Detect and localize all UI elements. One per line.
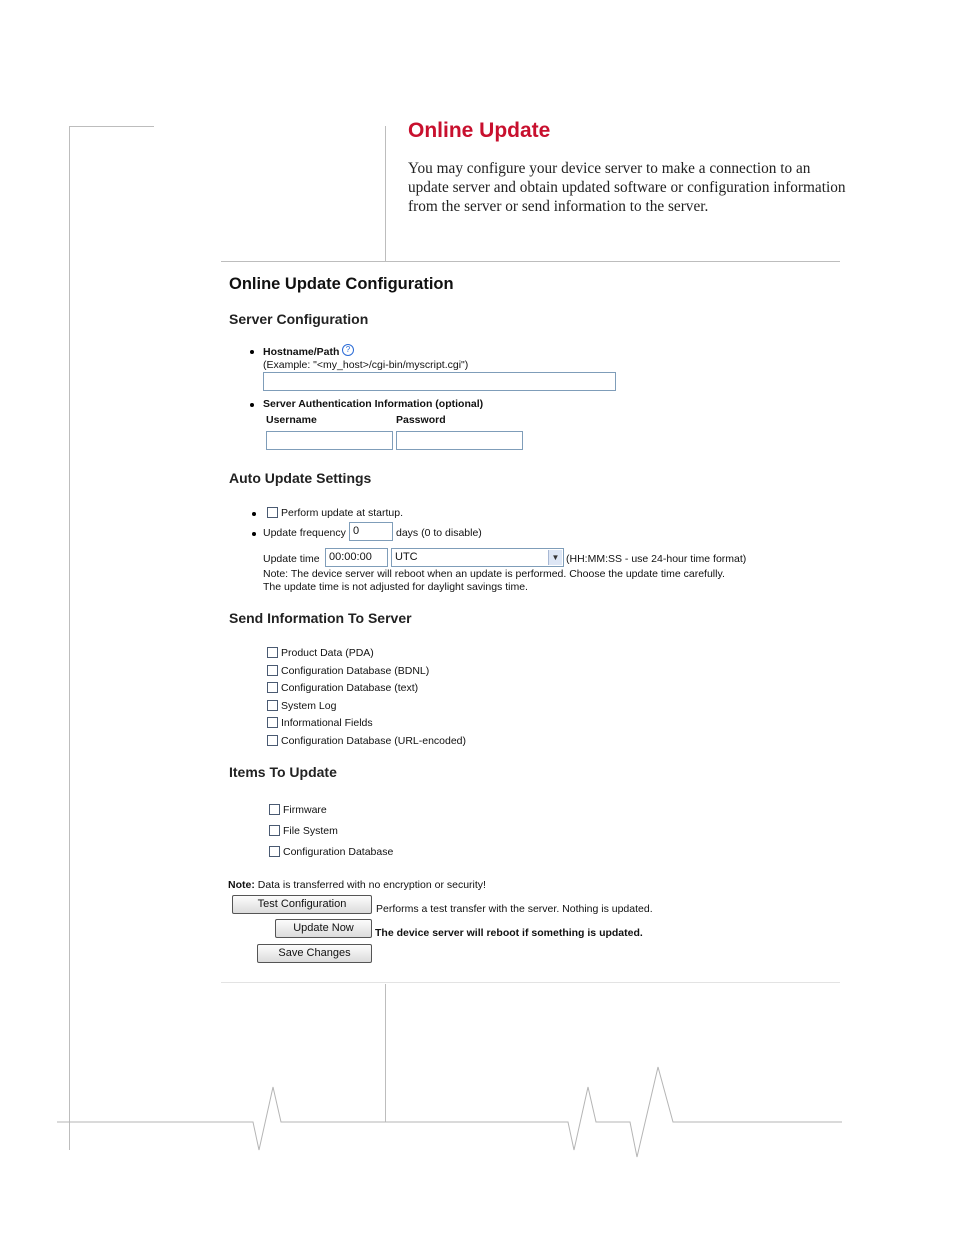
update-checkbox-config-db[interactable]	[269, 846, 280, 857]
update-note-line2: The update time is not adjusted for daylight savings time.	[263, 581, 528, 593]
save-changes-button[interactable]: Save Changes	[257, 944, 372, 963]
send-label-url-encoded: Configuration Database (URL-encoded)	[281, 735, 467, 747]
bullet	[250, 350, 254, 354]
send-checkbox-syslog[interactable]	[267, 700, 278, 711]
hostname-input[interactable]	[263, 372, 616, 391]
send-label-pda: Product Data (PDA)	[281, 647, 374, 659]
send-label-text: Configuration Database (text)	[281, 682, 419, 694]
timezone-select[interactable]	[391, 548, 564, 567]
send-checkbox-bdnl[interactable]	[267, 665, 278, 676]
send-checkbox-info-fields[interactable]	[267, 717, 278, 728]
update-checkbox-firmware[interactable]	[269, 804, 280, 815]
chevron-down-icon[interactable]: ▼	[548, 550, 562, 565]
bullet	[252, 532, 256, 536]
page-title: Online Update	[408, 119, 551, 142]
update-checkbox-filesystem[interactable]	[269, 825, 280, 836]
hostname-example: (Example: "<my_host>/cgi-bin/myscript.cgi")	[263, 359, 469, 371]
username-input[interactable]	[266, 431, 393, 450]
frequency-suffix: days (0 to disable)	[396, 527, 482, 539]
server-config-heading: Server Configuration	[229, 311, 369, 327]
help-question-icon[interactable]: ?	[342, 344, 354, 356]
update-now-button[interactable]: Update Now	[275, 919, 372, 938]
update-label-filesystem: File System	[283, 825, 338, 837]
update-label-firmware: Firmware	[283, 804, 327, 816]
update-now-desc: The device server will reboot if something is updated.	[375, 927, 643, 939]
send-checkbox-url-encoded[interactable]	[267, 735, 278, 746]
password-label: Password	[396, 414, 446, 426]
auth-label: Server Authentication Information (optional)	[263, 398, 484, 410]
test-configuration-desc: Performs a test transfer with the server. Nothing is updated.	[376, 903, 653, 915]
update-time-hint: (HH:MM:SS - use 24-hour time format)	[566, 553, 747, 565]
send-checkbox-pda[interactable]	[267, 647, 278, 658]
password-input[interactable]	[396, 431, 523, 450]
security-note-text: Data is transferred with no encryption or security!	[257, 879, 486, 891]
auto-update-heading: Auto Update Settings	[229, 470, 372, 486]
username-label: Username	[266, 414, 317, 426]
bullet	[252, 512, 256, 516]
items-to-update-heading: Items To Update	[229, 764, 337, 780]
test-configuration-button[interactable]: Test Configuration	[232, 895, 372, 914]
hostname-label: Hostname/Path	[263, 346, 340, 358]
update-note-line1: Note: The device server will reboot when an update is performed. Choose the update time carefully.	[263, 568, 725, 580]
send-label-info-fields: Informational Fields	[281, 717, 373, 729]
timezone-value: UTC	[395, 551, 418, 563]
send-label-bdnl: Configuration Database (BDNL)	[281, 665, 430, 677]
frequency-label: Update frequency	[263, 527, 346, 539]
send-info-heading: Send Information To Server	[229, 610, 412, 626]
send-checkbox-text[interactable]	[267, 682, 278, 693]
frequency-input[interactable]: 0	[349, 522, 393, 541]
startup-label: Perform update at startup.	[281, 507, 403, 519]
intro-paragraph: You may configure your device server to make a connection to an update server and obtain updated software or configuration information from the server or send information to the server.	[408, 160, 846, 215]
update-time-input[interactable]: 00:00:00	[325, 548, 388, 567]
startup-checkbox[interactable]	[267, 507, 278, 518]
config-heading: Online Update Configuration	[229, 275, 454, 293]
update-time-label: Update time	[263, 553, 320, 565]
security-note-prefix: Note:	[228, 879, 255, 891]
security-note	[228, 879, 486, 891]
send-label-syslog: System Log	[281, 700, 337, 712]
bullet	[250, 403, 254, 407]
update-label-config-db: Configuration Database	[283, 846, 394, 858]
